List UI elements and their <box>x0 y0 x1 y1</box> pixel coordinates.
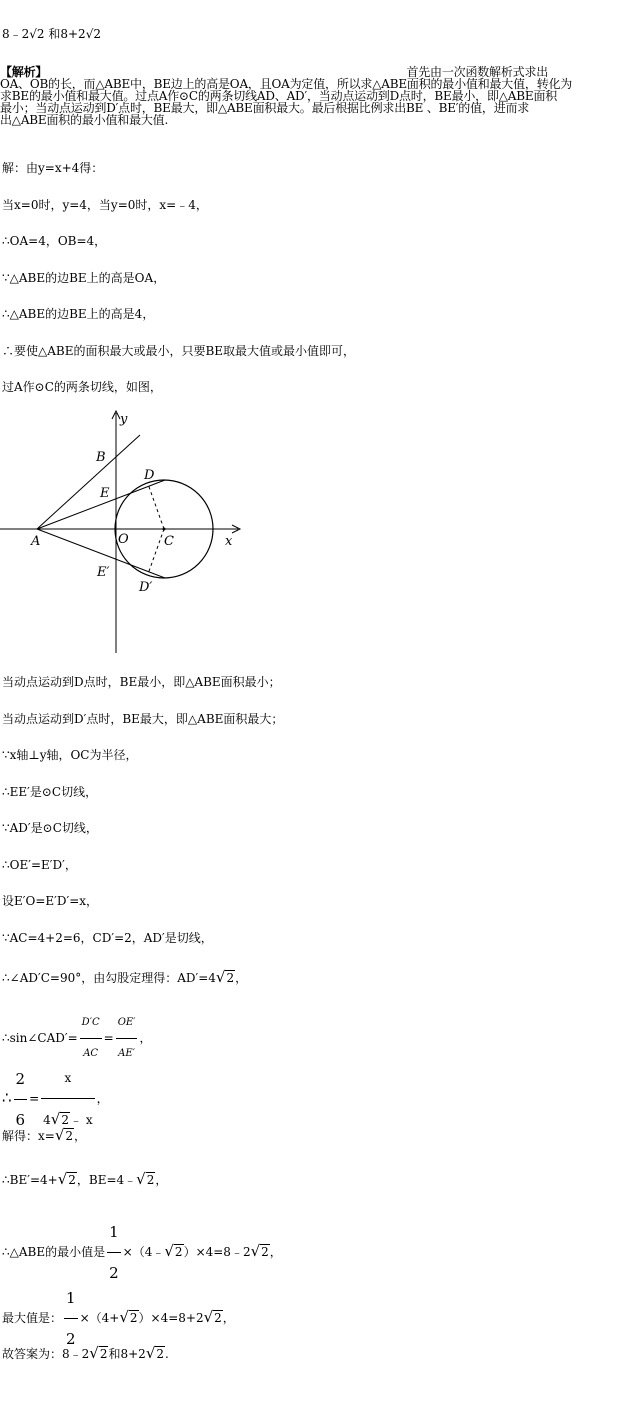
text: ）×4=8﹣2 <box>183 1245 251 1259</box>
label-y: y <box>120 412 128 427</box>
label-o: O <box>118 532 129 547</box>
radius-cd <box>148 484 164 529</box>
solution-line-19 <box>2 1124 86 1147</box>
text: ∴BE′=4+ <box>2 1173 58 1187</box>
text: ，BE=4﹣ <box>76 1173 137 1187</box>
radicand: 2 <box>174 1245 183 1259</box>
radicand: 2 <box>99 1347 108 1361</box>
solution-line: 过A作⊙C的两条切线，如图， <box>2 380 162 394</box>
text: ， <box>139 1031 152 1045</box>
text: ， <box>155 1173 168 1187</box>
text: 解得：x= <box>2 1129 55 1143</box>
numerator: 1 <box>107 1212 121 1253</box>
sqrt: √2 <box>203 1308 222 1326</box>
sqrt: √2 <box>119 1308 138 1326</box>
text: ， <box>269 1245 282 1259</box>
text: 最大值是： <box>2 1311 63 1325</box>
radicand: 2 <box>226 971 235 985</box>
text: ×（4﹣ <box>122 1245 165 1259</box>
sqrt: √2 <box>50 1110 69 1128</box>
text: ×（4+ <box>79 1311 120 1325</box>
radicand: 2 <box>146 1173 155 1187</box>
text: ， <box>74 1129 87 1143</box>
text: ， <box>235 971 248 985</box>
numerator: 1 <box>64 1278 78 1319</box>
text: ， <box>222 1311 235 1325</box>
analysis-tag: 【解析】 <box>0 65 48 79</box>
sqrt: √2 <box>164 1242 183 1260</box>
text: = <box>29 1091 40 1106</box>
solution-line: ∴要使△ABE的面积最大或最小，只要BE取最大值或最小值即可， <box>2 344 356 358</box>
radicand: 2 <box>61 1113 69 1127</box>
denominator: 6 <box>15 1110 26 1129</box>
line-ab <box>37 435 140 529</box>
label-x: x <box>225 534 233 549</box>
analysis-line: 求BE的最小值和最大值。过点A作⊙C的两条切线AD、AD′，当动点运动到D点时，BE最小，即△ABE面积 <box>0 89 558 103</box>
label-d-prime: D′ <box>139 580 153 595</box>
label-d: D <box>144 468 155 483</box>
solution-line: 解：由y=x+4得： <box>2 161 104 175</box>
text: 和8+2 <box>108 1347 146 1361</box>
denominator: AE′ <box>118 1048 135 1059</box>
solution-line: ∵△ABE的边BE上的高是OA， <box>2 271 166 285</box>
denominator: AC <box>83 1048 99 1059</box>
text: ∴ <box>2 1088 12 1107</box>
numerator: D′C <box>80 1008 102 1039</box>
solution-line: ∵x轴⊥y轴，OC为半径， <box>2 748 138 762</box>
label-e: E <box>100 486 110 501</box>
radicand: 2 <box>156 1347 165 1361</box>
text: ， <box>96 1091 109 1106</box>
sqrt: √2 <box>215 968 235 986</box>
solution-line: ∵AD′是⊙C切线， <box>2 821 98 835</box>
sqrt: √2 <box>250 1242 269 1260</box>
text: ∴sin∠CAD′= <box>2 1031 78 1045</box>
denominator: 2 <box>109 1264 119 1282</box>
radicand: 2 <box>68 1173 76 1187</box>
text: = <box>103 1031 114 1045</box>
sqrt: √2 <box>89 1344 108 1362</box>
solution-line-20 <box>2 1168 167 1191</box>
solution-line-16 <box>2 966 247 989</box>
label-e-prime: E′ <box>97 565 110 580</box>
analysis-line: 最小；当动点运动到D′点时，BE最大，即△ABE面积最大。最后根据比例求出BE 、BE′的值，进而求 <box>0 101 530 115</box>
text: ∴△ABE的最小值是 <box>2 1245 106 1259</box>
denominator: 2 <box>66 1330 76 1348</box>
text: ）×4=8+2 <box>138 1311 204 1325</box>
geometry-figure <box>0 405 250 655</box>
label-a: A <box>31 534 41 549</box>
sqrt: √2 <box>54 1126 74 1144</box>
text: ﹣ x <box>70 1113 93 1127</box>
fraction <box>116 1008 138 1069</box>
analysis-line: 首先由一次函数解析式求出 <box>406 65 549 79</box>
solution-line-23 <box>2 1342 169 1365</box>
label-b: B <box>96 450 106 465</box>
sqrt: √2 <box>57 1170 76 1188</box>
analysis-block <box>0 66 628 126</box>
radicand: 2 <box>129 1311 138 1325</box>
answer-top <box>2 26 101 42</box>
sqrt: √2 <box>136 1170 155 1188</box>
numerator: x <box>41 1058 94 1099</box>
text: 4 <box>43 1113 51 1127</box>
radicand: 2 <box>261 1245 269 1259</box>
solution-line: 当x=0时，y=4，当y=0时，x=﹣4， <box>2 198 208 212</box>
numerator: 2 <box>14 1059 28 1100</box>
solution-line: 当动点运动到D′点时，BE最大，即△ABE面积最大； <box>2 712 284 726</box>
sqrt: √2 <box>145 1344 165 1362</box>
text: ∴∠AD′C=90°，由勾股定理得：AD′=4 <box>2 971 216 985</box>
label-c: C <box>164 534 174 549</box>
text: 故答案为：8﹣2 <box>2 1347 90 1361</box>
solution-line: 设E′O=E′D′=x， <box>2 894 99 908</box>
answer-text: 8﹣2√2 和8+2√2 <box>2 27 101 41</box>
radicand: 2 <box>214 1311 222 1325</box>
solution-line: 当动点运动到D点时，BE最小，即△ABE面积最小； <box>2 675 281 689</box>
analysis-line: OA、OB的长，而△ABE中，BE边上的高是OA，且OA为定值，所以求△ABE面积的最小值和最大值，转化为 <box>0 77 573 91</box>
numerator: OE′ <box>116 1008 138 1039</box>
solution-line: ∵AC=4+2=6，CD′=2，AD′是切线， <box>2 931 213 945</box>
solution-line: ∴EE′是⊙C切线， <box>2 785 98 799</box>
point-c <box>163 528 166 531</box>
text: . <box>165 1347 169 1361</box>
analysis-line: 出△ABE面积的最小值和最大值. <box>0 113 169 127</box>
radicand: 2 <box>65 1129 74 1143</box>
solution-line: ∴OA=4，OB=4， <box>2 234 107 248</box>
solution-line: ∴OE′=E′D′， <box>2 858 77 872</box>
radius-cd-prime <box>148 529 164 574</box>
solution-line: ∴△ABE的边BE上的高是4， <box>2 307 155 321</box>
